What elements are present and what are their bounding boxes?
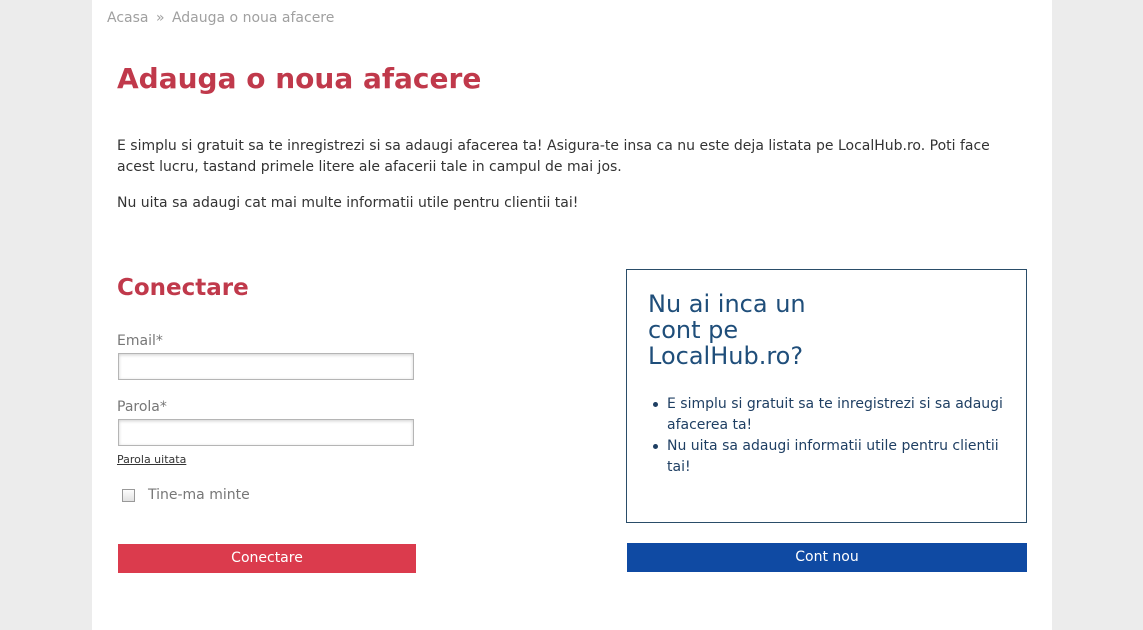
- login-heading: Conectare: [117, 275, 249, 301]
- password-input[interactable]: [118, 419, 414, 446]
- intro-text: [117, 136, 997, 229]
- signup-heading: Nu ai inca un cont pe LocalHub.ro?: [648, 290, 806, 370]
- breadcrumb-home-link[interactable]: Acasa: [107, 10, 149, 26]
- signup-benefit-text: E simplu si gratuit sa te inregistrezi si sa adaugi afacerea ta!: [667, 396, 1003, 433]
- breadcrumb-current: Adauga o noua afacere: [171, 10, 335, 26]
- email-label: Email*: [117, 333, 163, 349]
- intro-paragraph-2: Nu uita sa adaugi cat mai multe informatii utile pentru clientii tai!: [117, 195, 579, 211]
- bullet-icon: [653, 402, 658, 407]
- list-item: [648, 436, 1003, 478]
- bullet-icon: [653, 444, 658, 449]
- breadcrumb-separator: »: [155, 10, 165, 26]
- remember-me-control[interactable]: [122, 487, 250, 503]
- email-input[interactable]: [118, 353, 414, 380]
- page-container: [92, 0, 1052, 630]
- page-title: Adauga o noua afacere: [117, 62, 482, 95]
- remember-me-checkbox[interactable]: [122, 489, 135, 502]
- signup-panel: [626, 269, 1027, 523]
- breadcrumb: [107, 10, 334, 26]
- signup-benefits-list: [648, 394, 1003, 478]
- remember-me-label: Tine-ma minte: [148, 487, 250, 503]
- list-item: [648, 394, 1003, 436]
- new-account-button[interactable]: Cont nou: [627, 543, 1027, 572]
- signup-benefit-text: Nu uita sa adaugi informatii utile pentru clientii tai!: [667, 438, 999, 475]
- password-label: Parola*: [117, 399, 167, 415]
- intro-paragraph-1: E simplu si gratuit sa te inregistrezi si sa adaugi afacerea ta! Asigura-te insa ca nu este deja listata pe LocalHub.ro. Poti face acest lucru, tastand primele litere ale afacerii tale in campul de mai jos.: [117, 138, 990, 175]
- login-button[interactable]: Conectare: [118, 544, 416, 573]
- forgot-password-link[interactable]: Parola uitata: [117, 453, 187, 466]
